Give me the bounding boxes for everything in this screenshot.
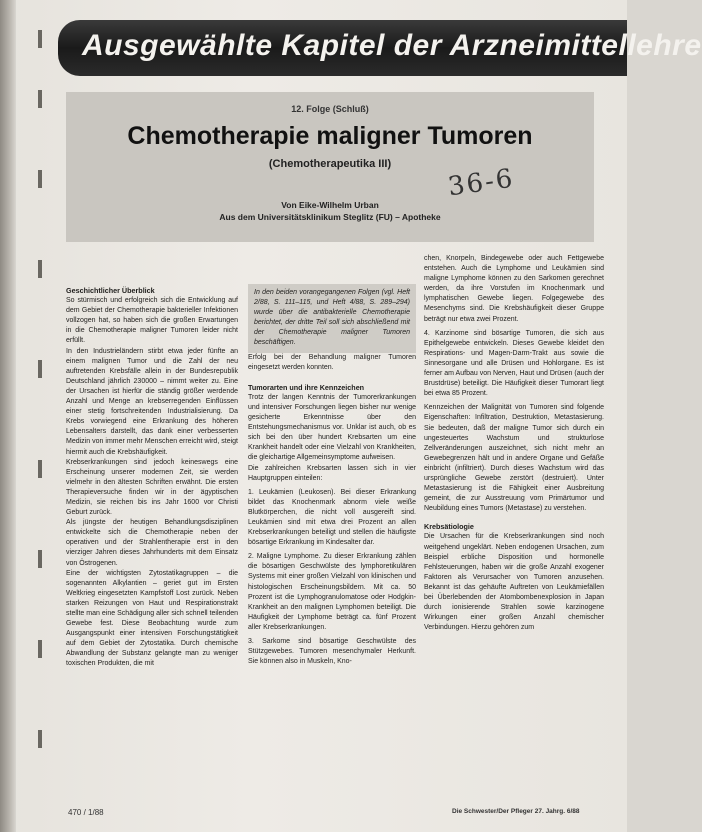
banner-title: Ausgewählte Kapitel der Arzneimittellehre [82, 29, 702, 62]
paragraph: Kennzeichen der Malignität von Tumoren sind folgende Eigenschaften: Infiltration, Destruktion, Metastasierung. Sie bedeuten, daß der maligne Tumor sich durch ein ungesteuertes Wachstum und strukturlose Zellveränderungen auszeichnet, sich nicht mehr an Gewebegrenzen hält und in andere Organe und Gefäße einbricht (infiltriert). Durch dieses Wachstum wird das ursprüngliche Gewebe zerstört (destruiert). Unter Metastasierung ist die Fähigkeit einer Ausbreitung gemeint, die zur Ausstreuung vom Primärtumor und Neubildung eines Tumors (Metastase) zu verstehen. [424, 404, 604, 513]
title-block [66, 92, 594, 242]
paragraph: 1. Leukämien (Leukosen). Bei dieser Erkrankung bildet das Knochenmark abnorm viele weiße Blutkörperchen, die nicht voll ausgereift sind. Leukämien sind mit etwa drei Prozent an allen Krebserkrankungen beteiligt und stellen die häufigste bösartige Erkrankung im Kindesalter dar. [248, 488, 416, 547]
binding-marks [38, 30, 44, 780]
article-subtitle: (Chemotherapeutika III) [268, 158, 392, 170]
paragraph: 2. Maligne Lymphome. Zu dieser Erkrankung zählen die bösartigen Geschwülste des lymphoretikulären Systems mit einer großen Vielzahl von klinischen und histologischen Erscheinungsbildern. Mit ca. 50 Prozent ist die Lymphogranulomatose oder Hodgkin-Krankheit an den malignen Lymphomen beteiligt. Die Häufigkeit der Lymphome beträgt ca. fünf Prozent aller Krebserkrankungen. [248, 553, 416, 631]
page-number: 470 / 1/88 [68, 808, 104, 817]
handwritten-note: 36-6 [446, 163, 517, 203]
journal-footer: Die Schwester/Der Pfleger 27. Jahrg. 6/88 [452, 808, 580, 815]
paragraph: 3. Sarkome sind bösartige Geschwülste des Stützgewebes. Tumoren mesenchymaler Herkunft. Sie können also in Muskeln, Kno- [248, 638, 416, 666]
paragraph: Die Ursachen für die Krebserkrankungen sind noch weitgehend ungeklärt. Neben endogenen Ursachen, zum Beispiel erbliche Disposition und hormonelle Fehlsteuerungen, haben wir die große Anzahl exogener Faktoren als Verursacher von Tumoren anzusehen. Bekannt ist das gehäufte Auftreten von Leukämiefällen bei Überlebenden der Atombombenexplosion in Japan durch ionisierende Strahlen sowie karzinogene Wirkungen einer großen Anzahl chemischer Verbindungen. Hierzu gehören zum [424, 533, 604, 632]
author-affiliation: Aus dem Universitätsklinikum Steglitz (FU) – Apotheke [219, 212, 441, 222]
paragraph: So stürmisch und erfolgreich sich die Entwicklung auf dem Gebiet der Chemotherapie bakterieller Infektionen vollzogen hat, so haben sich die großen Erwartungen in die Chemotherapie maligner Tumoren leider nicht erfüllt. [66, 297, 238, 345]
paragraph: Krebserkrankungen sind jedoch keineswegs eine Erscheinung unserer modernen Zeit, sie werden vielmehr in den ältesten Schriften erwähnt. Die ersten Therapieversuche finden wir in der ägyptischen Medizin, sie reichen bis ins Jahr 1600 vor Christi Geburt zurück. [66, 458, 238, 517]
text-column-1 [66, 286, 238, 670]
paragraph: 4. Karzinome sind bösartige Tumoren, die sich aus Epithelgewebe entwickeln. Dieses Gewebe kleidet den Respirations- und Magen-Darm-Trakt aus sowie die Sinnesorgane und alle Drüsen und Hohlorgane. Es ist ferner am Aufbau von Nerven, Haut und Drüsen (auch der Brustdrüse) beteiligt. Die Häufigkeit dieser Tumorart liegt bei etwa 85 Prozent. [424, 329, 604, 398]
binding-spine [0, 0, 16, 832]
text-column-3 [424, 254, 604, 633]
paragraph: Die zahlreichen Krebsarten lassen sich in vier Hauptgruppen einteilen: [248, 464, 416, 482]
paragraph: Eine der wichtigsten Zytostatikagruppen – die sogenannten Alkylantien – geriet gut im Ersten Weltkrieg eingesetzten Kampfstoff Lost zurück. Neben starken Reizungen von Haut und Respirationstrakt stellte man eine Schädigung aller sich schnell teilenden Gewebe fest. Diese Beobachtung wurde zum Ausgangspunkt einer intensiven Forschungstätigkeit auf dem Gebiet der Zytostatika. Durch chemische Abwandlung der Substanz gelangte man zu weniger toxischen Produkten, die mit [66, 569, 238, 668]
section-heading: Tumorarten und ihre Kennzeichen [248, 382, 365, 392]
article-title: Chemotherapie maligner Tumoren [127, 122, 533, 150]
section-heading: Krebsätiologie [424, 522, 474, 532]
text-column-2 [248, 284, 416, 667]
paragraph: In den Industrieländern stirbt etwa jeder fünfte an einem malignen Tumor und die Zahl der neu auftretenden Krebsfälle allein in der Bundesrepublik Deutschland jährlich 230000 – nimmt weiter zu. Eine der Ursachen ist hierfür die ständig größer werdende Anzahl und Menge an krebserregenden Einflüssen einer stetig fortschreitenden Industrialisierung. Da Krebs vorwiegend eine Erkrankung des höheren Lebensalters darstellt, das dank einer verbesserten Medizin von immer mehr Menschen erreicht wird, steigt hiermit auch die Krebshäufigkeit. [66, 347, 238, 456]
section-heading: Geschichtlicher Überblick [66, 286, 155, 295]
intro-box: In den beiden vorangegangenen Folgen (vgl. Heft 2/88, S. 111–115, und Heft 4/88, S. 289–294) wurde über die antibakterielle Chemotherapie berichtet, der dritte Teil soll sich abschließend mit der Chemotherapie maligner Tumoren beschäftigen. [248, 284, 416, 353]
series-label: 12. Folge (Schluß) [291, 104, 369, 114]
paragraph: chen, Knorpeln, Bindegewebe oder auch Fettgewebe entstehen. Auch die Lymphome und Leukämien sind maligne Lymphome können zu den Sarkomen gerechnet werden, da ihre Vorstufen im Knochenmark und lymphatischen Gewebe liegen. Folgegewebe des Mesenchyms sind. Die Krebshäufigkeit dieser Gruppe beträgt nur etwa zwei Prozent. [424, 255, 604, 323]
section-banner [58, 20, 702, 76]
paragraph: Als jüngste der heutigen Behandlungsdisziplinen entwickelte sich die Chemotherapie neben der operativen und der Strahlentherapie erst in den vierziger Jahren dieses Jahrhunderts mit dem Einsatz von Östrogenen. [66, 519, 238, 567]
paragraph: Erfolg bei der Behandlung maligner Tumoren eingesetzt werden konnten. [248, 353, 416, 371]
article-author: Von Eike-Wilhelm Urban [281, 200, 379, 210]
paragraph: Trotz der langen Kenntnis der Tumorerkrankungen und intensiver Forschungen liegen bisher nur wenige gesicherte Erkenntnisse über den Entstehungsmechanismus vor. Unklar ist auch, ob es sich bei den über hundert Krebsarten um eine Krankheit handelt oder eine Vielzahl von Krankheiten, die gleichartige Allgemeinsymptome aufweisen. [248, 393, 416, 462]
